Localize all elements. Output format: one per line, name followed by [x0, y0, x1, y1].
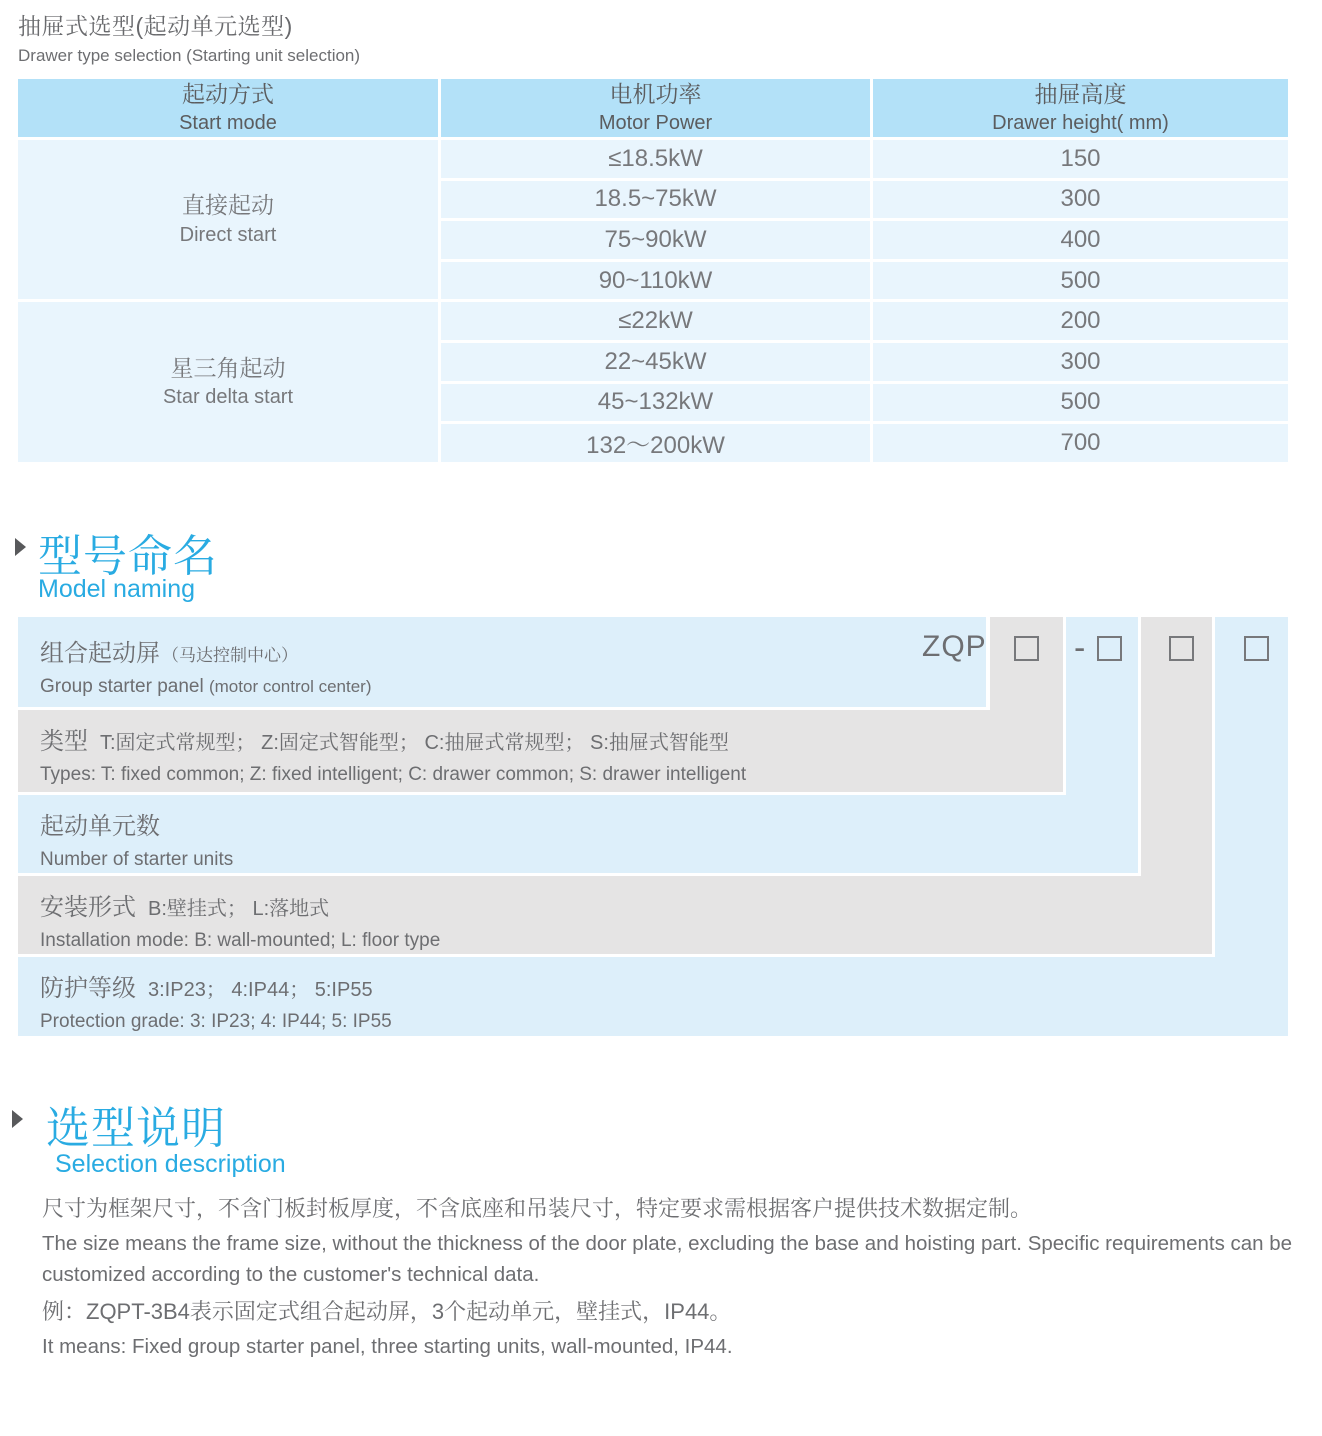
band-label-en: Protection grade: 3: IP23; 4: IP44; 5: IP55 [40, 1011, 392, 1032]
band-label-zh: 防护等级 [40, 975, 136, 1002]
band-label-zh-sub: （马达控制中心） [162, 646, 298, 665]
merged-cell-direct-start [18, 140, 438, 299]
band-group-starter-panel [18, 617, 986, 707]
start-mode-zh: 直接起动 [182, 192, 274, 219]
desc-line-zh: 例：ZQPT-3B4表示固定式组合起动屏，3个起动单元，壁挂式，IP44。 [42, 1298, 732, 1324]
start-mode-en: Direct start [179, 224, 277, 247]
desc-line-zh: 尺寸为框架尺寸，不含门板封板厚度，不含底座和吊装尺寸，特定要求需根据客户提供技术数据定制。 [42, 1196, 1033, 1221]
band-label-zh: 类型 [40, 728, 88, 755]
header-text: Start mode [179, 111, 277, 134]
code-placeholder-box-1 [1014, 636, 1039, 661]
band-label-zh-sub: T:固定式常规型； Z:固定式智能型； C:抽屉式常规型； S:抽屉式智能型 [100, 732, 729, 754]
band-label-zh: 组合起动屏 [40, 640, 160, 667]
band-label-en: Number of starter units [40, 849, 234, 870]
cell-drawer-height: 700 [873, 424, 1288, 462]
page-title [18, 8, 360, 66]
page-title-zh: 抽屉式选型(起动单元选型) [18, 13, 293, 39]
column-header-start-mode [18, 79, 438, 137]
header-text: 起动方式 [182, 81, 274, 108]
model-naming-heading-zh: 型号命名 [38, 532, 218, 581]
cell-motor-power: 22~45kW [441, 343, 870, 381]
band-label-zh: 起动单元数 [40, 813, 160, 840]
column-header-motor-power [441, 79, 870, 137]
band-label-zh: 安装形式 [40, 894, 136, 921]
header-text: Motor Power [598, 111, 713, 134]
column-header-drawer-height [873, 79, 1288, 137]
code-separator-dash: - [1074, 629, 1086, 667]
cell-motor-power: 45~132kW [441, 384, 870, 422]
cell-motor-power: ≤18.5kW [441, 140, 870, 178]
cell-drawer-height: 300 [873, 343, 1288, 381]
model-code-prefix: ZQP [922, 630, 987, 663]
desc-line-en: It means: Fixed group starter panel, three starting units, wall-mounted, IP44. [42, 1334, 733, 1358]
desc-line-en: The size means the frame size, without the thickness of the door plate, excluding the base and hoisting part. Specific requirements can be customized according to the customer's technical data. [42, 1232, 1293, 1286]
cell-drawer-height: 400 [873, 221, 1288, 259]
section-marker-triangle-icon [15, 538, 26, 556]
selection-desc-heading-zh: 选型说明 [46, 1104, 226, 1153]
cell-drawer-height: 500 [873, 384, 1288, 422]
cell-drawer-height: 200 [873, 302, 1288, 340]
code-placeholder-box-4 [1244, 636, 1269, 661]
header-text: Drawer height( mm) [992, 111, 1169, 134]
cell-motor-power: 75~90kW [441, 221, 870, 259]
page-title-en: Drawer type selection (Starting unit selection) [18, 46, 361, 65]
section-marker-triangle-icon [12, 1110, 23, 1128]
band-protection-grade [18, 957, 1288, 1036]
band-installation-mode [18, 876, 1212, 954]
start-mode-en: Star delta start [162, 386, 294, 409]
drawer-selection-table [18, 79, 1288, 462]
selection-desc-heading-en: Selection description [55, 1150, 286, 1178]
cell-motor-power: 132～200kW [441, 424, 870, 462]
cell-drawer-height: 500 [873, 262, 1288, 300]
header-text: 抽屉高度 [1034, 81, 1127, 108]
merged-cell-star-delta-start [18, 302, 438, 461]
cell-motor-power: 18.5~75kW [441, 181, 870, 219]
band-label-zh-sub: 3:IP23； 4:IP44； 5:IP55 [148, 979, 373, 1001]
cell-motor-power: 90~110kW [441, 262, 870, 300]
band-label-en: Group starter panel [40, 676, 204, 697]
code-placeholder-box-3 [1169, 636, 1194, 661]
band-number-of-starter-units [18, 795, 1138, 873]
code-placeholder-box-2 [1097, 636, 1122, 661]
cell-drawer-height: 150 [873, 140, 1288, 178]
cell-drawer-height: 300 [873, 181, 1288, 219]
band-label-en: Installation mode: B: wall-mounted; L: floor type [40, 930, 441, 951]
band-label-en: Types: T: fixed common; Z: fixed intelligent; C: drawer common; S: drawer intelligent [40, 764, 747, 785]
start-mode-zh: 星三角起动 [170, 354, 286, 381]
band-label-en-sub: (motor control center) [208, 677, 372, 696]
selection-description-paragraph [42, 1192, 1294, 1366]
cell-motor-power: ≤22kW [441, 302, 870, 340]
band-types [18, 710, 1063, 792]
model-naming-heading-en: Model naming [38, 575, 196, 603]
header-text: 电机功率 [609, 81, 702, 108]
band-label-zh-sub: B:壁挂式； L:落地式 [148, 898, 330, 920]
